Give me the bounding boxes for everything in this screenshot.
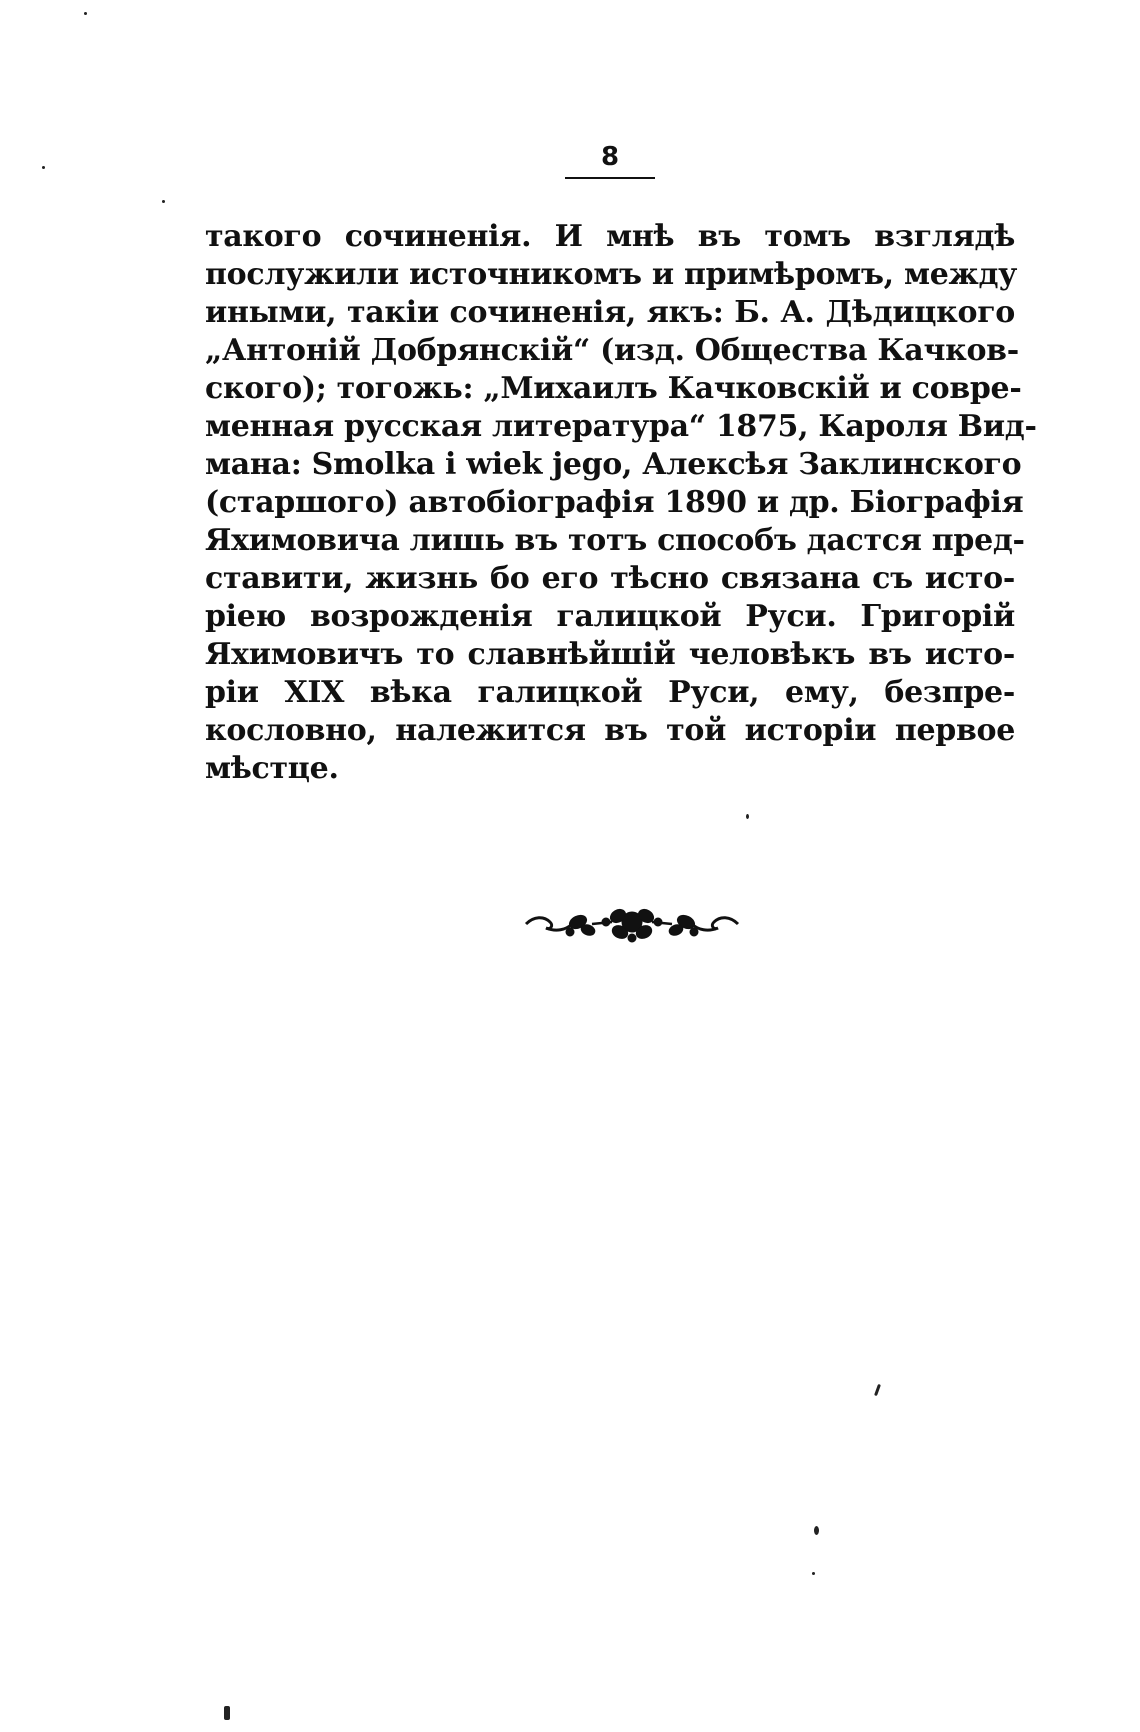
- text-line: ского); тогожь: „Михаилъ Качковскій и совре-: [205, 371, 1022, 406]
- text-line-last: мѣстце.: [205, 751, 339, 786]
- paper-speck: [42, 166, 45, 169]
- body-text: [205, 218, 1037, 788]
- paper-speck: [162, 200, 165, 203]
- page-number: 8: [600, 142, 620, 172]
- text-line: Яхимовича лишь въ тотъ способъ дастся пред-: [205, 523, 1025, 558]
- text-line: ставити, жизнь бо его тѣсно связана съ исто-: [205, 561, 1015, 596]
- paper-speck: [814, 1526, 819, 1535]
- text-line: иными, такіи сочиненія, якъ: Б. А. Дѣдицкого: [205, 295, 1015, 330]
- page-number-rule: [565, 177, 655, 179]
- floral-vignette-ornament-icon: [522, 900, 742, 946]
- text-line: ріи XIX вѣка галицкой Руси, ему, безпре-: [205, 675, 1015, 710]
- text-line: ріею возрожденія галицкой Руси. Григорій: [205, 599, 1015, 634]
- paper-speck: [224, 1706, 230, 1720]
- paper-speck: [746, 814, 749, 819]
- text-line: мана: Smolka i wiek jego, Алексѣя Заклинского: [205, 447, 1022, 482]
- paper-speck: [812, 1572, 815, 1575]
- text-line: „Антоній Добрянскій“ (изд. Общества Качков-: [205, 333, 1019, 368]
- text-line: такого сочиненія. И мнѣ въ томъ взглядѣ: [205, 219, 1015, 254]
- paper-speck: [874, 1384, 881, 1396]
- text-line: Яхимовичъ то славнѣйшій человѣкъ въ исто-: [205, 637, 1015, 672]
- paper-speck: [84, 12, 87, 15]
- text-line: менная русская литература“ 1875, Кароля Вид-: [205, 409, 1037, 444]
- text-line: (старшого) автобіографія 1890 и др. Біографія: [205, 485, 1024, 520]
- text-line: послужили источникомъ и примѣромъ, между: [205, 257, 1018, 292]
- text-line: кословно, належится въ той исторіи первое: [205, 713, 1015, 748]
